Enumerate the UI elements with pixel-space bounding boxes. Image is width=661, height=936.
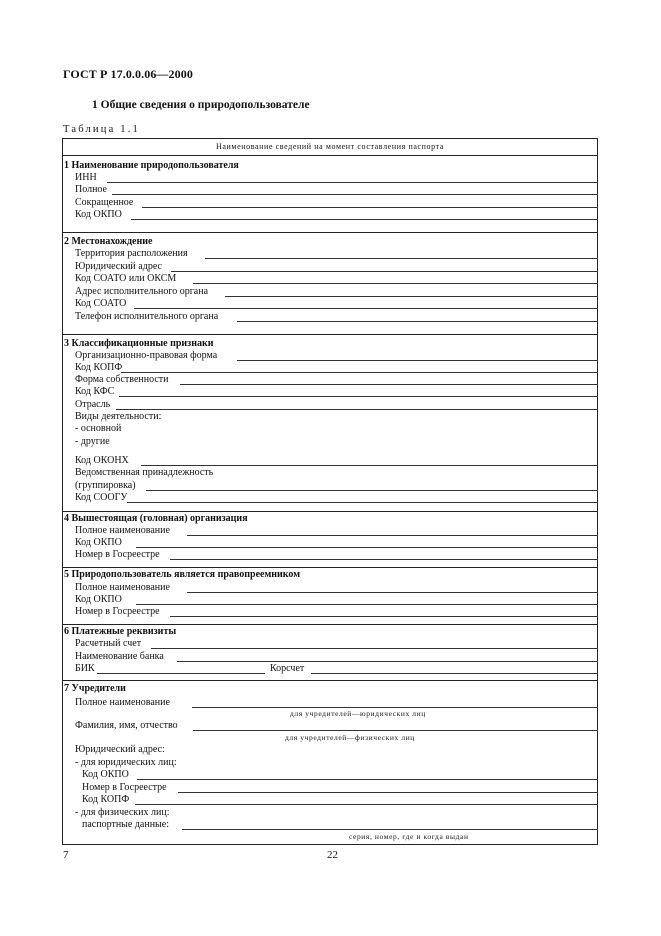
field-row[interactable]: Номер в Госреестре <box>64 549 598 561</box>
field-row[interactable]: Код СОАТО или ОКСМ <box>64 273 598 285</box>
field-row[interactable]: Организационно-правовая форма <box>64 350 598 362</box>
table-caption: Таблица 1.1 <box>63 124 140 135</box>
field-row[interactable]: Код СОАТО <box>64 298 598 310</box>
field-hint: серия, номер, где и когда выдан <box>349 832 469 841</box>
field-row[interactable]: Код ОКОНХ <box>64 455 598 467</box>
field-row[interactable]: Код ОКПО <box>64 769 598 781</box>
block-title: 4 Вышестоящая (головная) организация <box>64 513 248 524</box>
field-hint: для учредителей—физических лиц <box>285 733 415 742</box>
field-label: Ведомственная принадлежность <box>75 467 214 478</box>
field-row[interactable]: Полное наименование <box>64 697 598 709</box>
block-title: 7 Учредители <box>64 683 126 694</box>
block-title: 3 Классификационные признаки <box>64 338 214 349</box>
field-row[interactable]: Номер в Госреестре <box>64 782 598 794</box>
block-separator <box>62 680 598 681</box>
field-row[interactable]: Код ОКПО <box>64 537 598 549</box>
table-column-header: Наименование сведений на момент составления паспорта <box>62 138 598 156</box>
block-title: 6 Платежные реквизиты <box>64 626 177 637</box>
field-row[interactable]: Территория расположения <box>64 248 598 260</box>
document-header: ГОСТ Р 17.0.0.06—2000 <box>63 67 193 81</box>
page-number-left: 7 <box>63 849 69 861</box>
field-row[interactable]: ИНН <box>64 172 598 184</box>
field-row[interactable]: Код СООГУ <box>64 492 598 504</box>
field-label: - для юридических лиц: <box>75 757 177 768</box>
field-row[interactable]: БИК Корсчет <box>64 663 598 675</box>
field-label: - другие <box>75 436 110 447</box>
field-label: - основной <box>75 423 122 434</box>
block-title: 2 Местонахождение <box>64 236 153 247</box>
field-label: Виды деятельности: <box>75 411 162 422</box>
field-row[interactable]: Адрес исполнительного органа <box>64 286 598 298</box>
field-row[interactable]: Расчетный счет <box>64 638 598 650</box>
field-row[interactable]: Код ОКПО <box>64 209 598 221</box>
field-row[interactable]: паспортные данные: <box>64 819 598 831</box>
field-row[interactable]: Полное наименование <box>64 582 598 594</box>
field-row[interactable]: Код ОКПО <box>64 594 598 606</box>
field-row[interactable]: Юридический адрес <box>64 261 598 273</box>
field-row[interactable]: Фамилия, имя, отчество <box>64 720 598 732</box>
field-row[interactable]: (группировка) <box>64 480 598 492</box>
block-separator <box>62 334 598 335</box>
field-row[interactable]: Код КОПФ <box>64 362 598 374</box>
field-row[interactable]: Форма собственности <box>64 374 598 386</box>
field-row[interactable]: Полное наименование <box>64 525 598 537</box>
field-row[interactable]: Телефон исполнительного органа <box>64 311 598 323</box>
block-title: 5 Природопользователь является правопреемником <box>64 569 301 580</box>
field-row[interactable]: Наименование банка <box>64 651 598 663</box>
field-label: Юридический адрес: <box>75 744 165 755</box>
block-separator <box>62 511 598 512</box>
block-separator <box>62 232 598 233</box>
block-separator <box>62 624 598 625</box>
field-row[interactable]: Сокращенное <box>64 197 598 209</box>
block-separator <box>62 567 598 568</box>
section-title: 1 Общие сведения о природопользователе <box>92 99 310 111</box>
field-row[interactable]: Код КОПФ <box>64 794 598 806</box>
field-row[interactable]: Код КФС <box>64 386 598 398</box>
field-label: - для физических лиц: <box>75 807 170 818</box>
field-hint: для учредителей—юридических лиц <box>290 709 426 718</box>
block-title: 1 Наименование природопользователя <box>64 160 239 171</box>
field-row[interactable]: Отрасль <box>64 399 598 411</box>
field-row[interactable]: Номер в Госреестре <box>64 606 598 618</box>
page-number: 22 <box>327 849 338 861</box>
field-row[interactable]: Полное <box>64 184 598 196</box>
